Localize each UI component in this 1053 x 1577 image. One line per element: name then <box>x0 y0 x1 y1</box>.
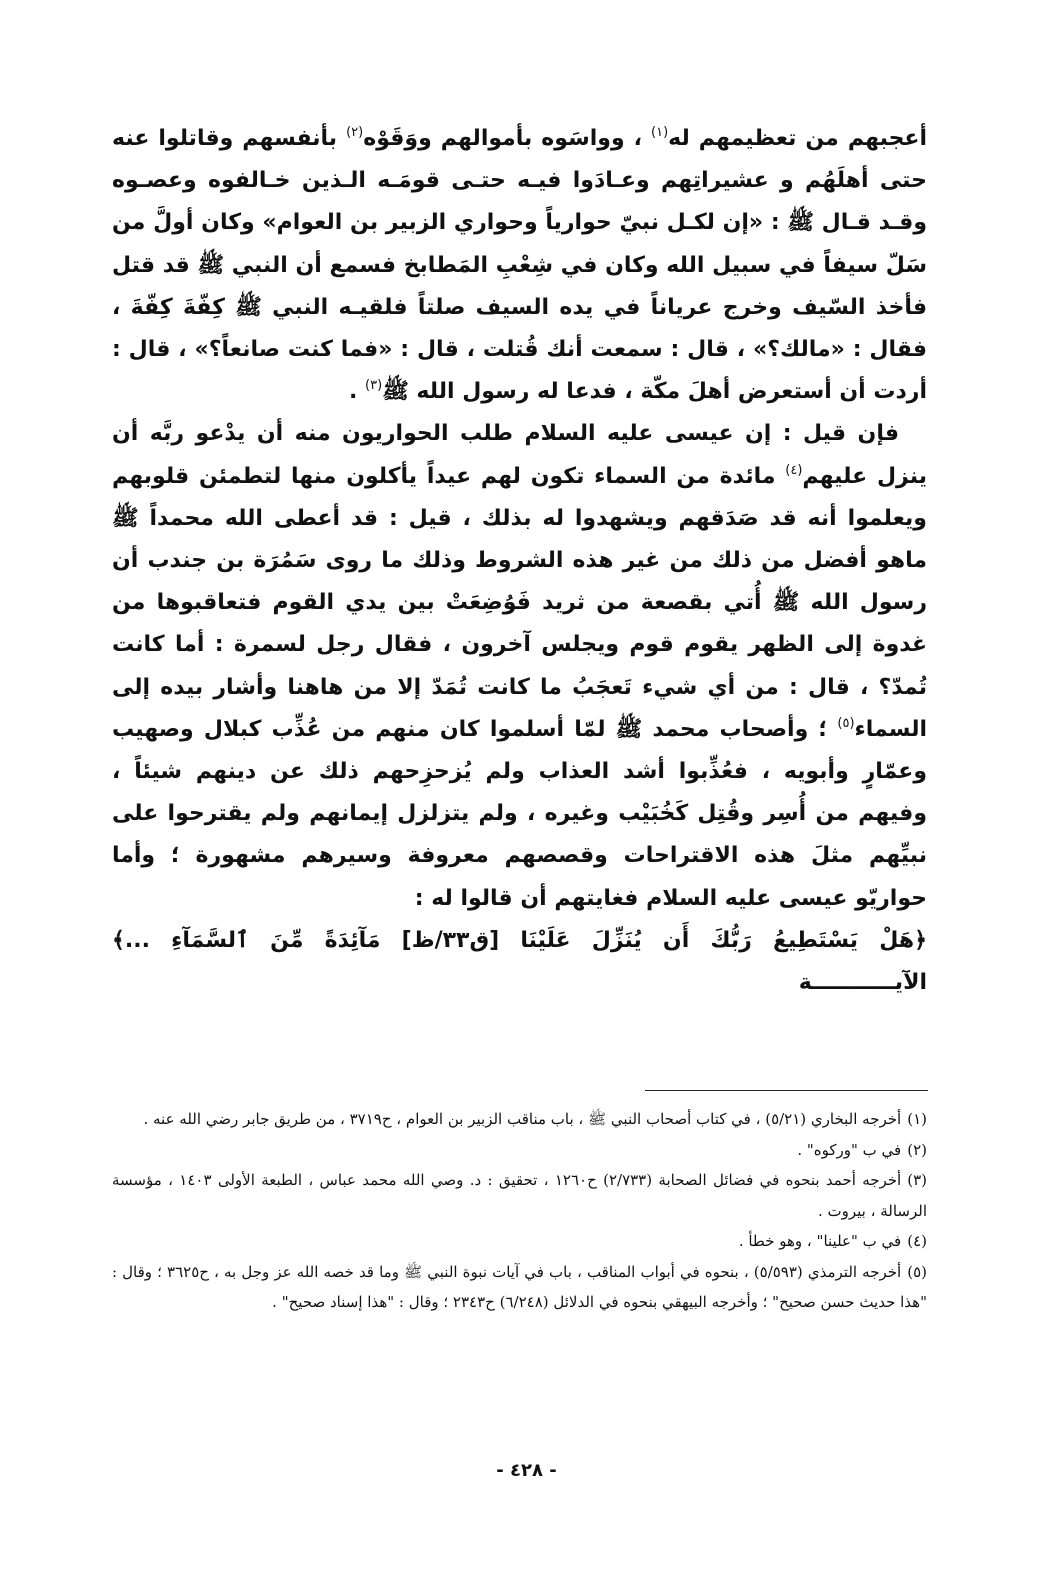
page-number: - ٤٢٨ - <box>496 1460 557 1481</box>
quran-verse: ﴿هَلْ يَسْتَطِيعُ رَبُّكَ أَن يُنَزِّلَ عَلَيْنَا [ق٣٣/ظ] مَآئِدَةً مِّنَ ٱلسَّمَآءِ ...﴾ الآيـــــــــــة <box>112 927 927 996</box>
footnote-4 <box>112 1226 927 1257</box>
footnote-ref-3: (٣) <box>365 378 383 394</box>
footnote-ref-5: (٥) <box>837 715 855 731</box>
footnote-separator <box>645 1090 928 1091</box>
paragraph-2 <box>112 413 927 919</box>
footnote-5 <box>112 1257 927 1318</box>
footnote-text: أخرجه البخاري (٥/٢١) ، في كتاب أصحاب النبي ﷺ ، باب مناقب الزبير بن العوام ، ح٣٧١٩ ، من طريق جابر رضي الله عنه . <box>143 1110 902 1128</box>
paragraph-1-text: بأنفسهم وقاتلوا عنه حتى أهلَهُم و عشيراتِهم وعـادَوا فيـه حتـى قومَـه الـذين خـالفوه وعصـوه وقـد قـال ﷺ : «إن لكـل نبيّ حوارياً وحواري الزبير بن العوام» وكان أولَّ من سَلّ سيفاً في سبيل الله وكان في شِعْبِ المَطابخ فسمع أن النبي ﷺ قد قتل فأخذ السّيف وخرج عرياناً في يده السيف صلتاً فلقيـه النبي ﷺ كِفّةَ كِفّةَ ، فقال : «مالك؟» ، قال : سمعت أنك قُتلت ، قال : «فما كنت صانعاً؟» ، قال : أردت أن أستعرض أهلَ مكّة ، فدعا له رسول الله ﷺ <box>112 126 927 405</box>
footnote-ref-4: (٤) <box>785 462 803 478</box>
paragraph-1-text: أعجبهم من تعظيمهم له <box>668 126 927 151</box>
footnote-number: (١) <box>907 1110 927 1128</box>
footnote-text: أخرجه أحمد بنحوه في فضائل الصحابة (٢/٧٣٣) ح١٢٦٠ ، تحقيق : د. وصي الله محمد عباس ، الطبعة الأولى ١٤٠٣ ، مؤسسة الرسالة ، بيروت . <box>112 1171 927 1220</box>
paragraph-1-text: . <box>349 379 366 405</box>
footnote-2 <box>112 1135 927 1166</box>
footnote-number: (٢) <box>907 1140 927 1159</box>
footnote-number: (٥) <box>907 1262 927 1281</box>
footnote-text: في ب "وركوه" . <box>797 1140 902 1159</box>
paragraph-2-text: ؛ وأصحاب محمد ﷺ لمّا أسلموا كان منهم من عُذِّب كبلال وصهيب وعمّارٍ وأبويه ، فعُذِّبوا أشد العذاب ولم يُزحزِحهم ذلك عن دينهم شيئاً ، وفيهم من أُسِر وقُتِل كَخُبَيْب وغيره ، ولم يتزلزل إيمانهم ولم يقترحوا على نبيِّهم مثلَ هذه الاقتراحات وقصصهم معروفة وسيرهم مشهورة ؛ وأما حواريّو عيسى عليه السلام فغايتهم أن قالوا له : <box>112 716 927 911</box>
footnote-number: (٤) <box>907 1232 927 1250</box>
footnote-text: في ب "علينا" ، وهو خطأ . <box>738 1232 902 1250</box>
paragraph-1-text: ، وواسَوه بأموالهم ووَقَوْه <box>363 126 651 151</box>
paragraph-2-text: مائدة من السماء تكون لهم عيداً يأكلون منها لتطمئن قلوبهم ويعلموا أنه قد صَدَقهم ويشهدوا له بذلك ، قيل : قد أعطى الله محمداً ﷺ ماهو أفضل من ذلك من غير هذه الشروط وذلك ما روى سَمُرَة بن جندب أن رسول الله ﷺ أُتي بقصعة من ثريد فَوُضِعَتْ بين يدي القوم فتعاقبوها من غدوة إلى الظهر يقوم قوم ويجلس آخرون ، فقال رجل لسمرة : أما كانت تُمدّ؟ ، قال : من أي شيء تَعجَبُ ما كانت تُمَدّ إلا من هاهنا وأشار بيده إلى السماء <box>112 463 927 742</box>
footnote-text: أخرجه الترمذي (٥/٥٩٣) ، بنحوه في أبواب المناقب ، باب في آيات نبوة النبي ﷺ وما قد خصه الله عز وجل به ، ح٣٦٢٥ ؛ وقال : "هذا حديث حسن صحيح" ؛ وأخرجه البيهقي بنحوه في الدلائل (٦/٢٤٨) ح٢٣٤٣ ؛ وقال : "هذا إسناد صحيح" . <box>112 1262 927 1311</box>
footnote-3 <box>112 1165 927 1226</box>
main-text <box>112 118 927 1004</box>
paragraph-1 <box>112 118 927 413</box>
footnote-number: (٣) <box>907 1171 928 1189</box>
footnote-1 <box>112 1104 927 1135</box>
footnote-ref-2: (٢) <box>346 125 364 140</box>
footnote-ref-1: (١) <box>651 125 669 140</box>
paragraph-2-text: فإن قيل : إن عيسى عليه السلام طلب الحواريون منه أن يدْعو ربَّه أن ينزل عليهم <box>112 421 927 489</box>
footnotes <box>112 1104 927 1318</box>
